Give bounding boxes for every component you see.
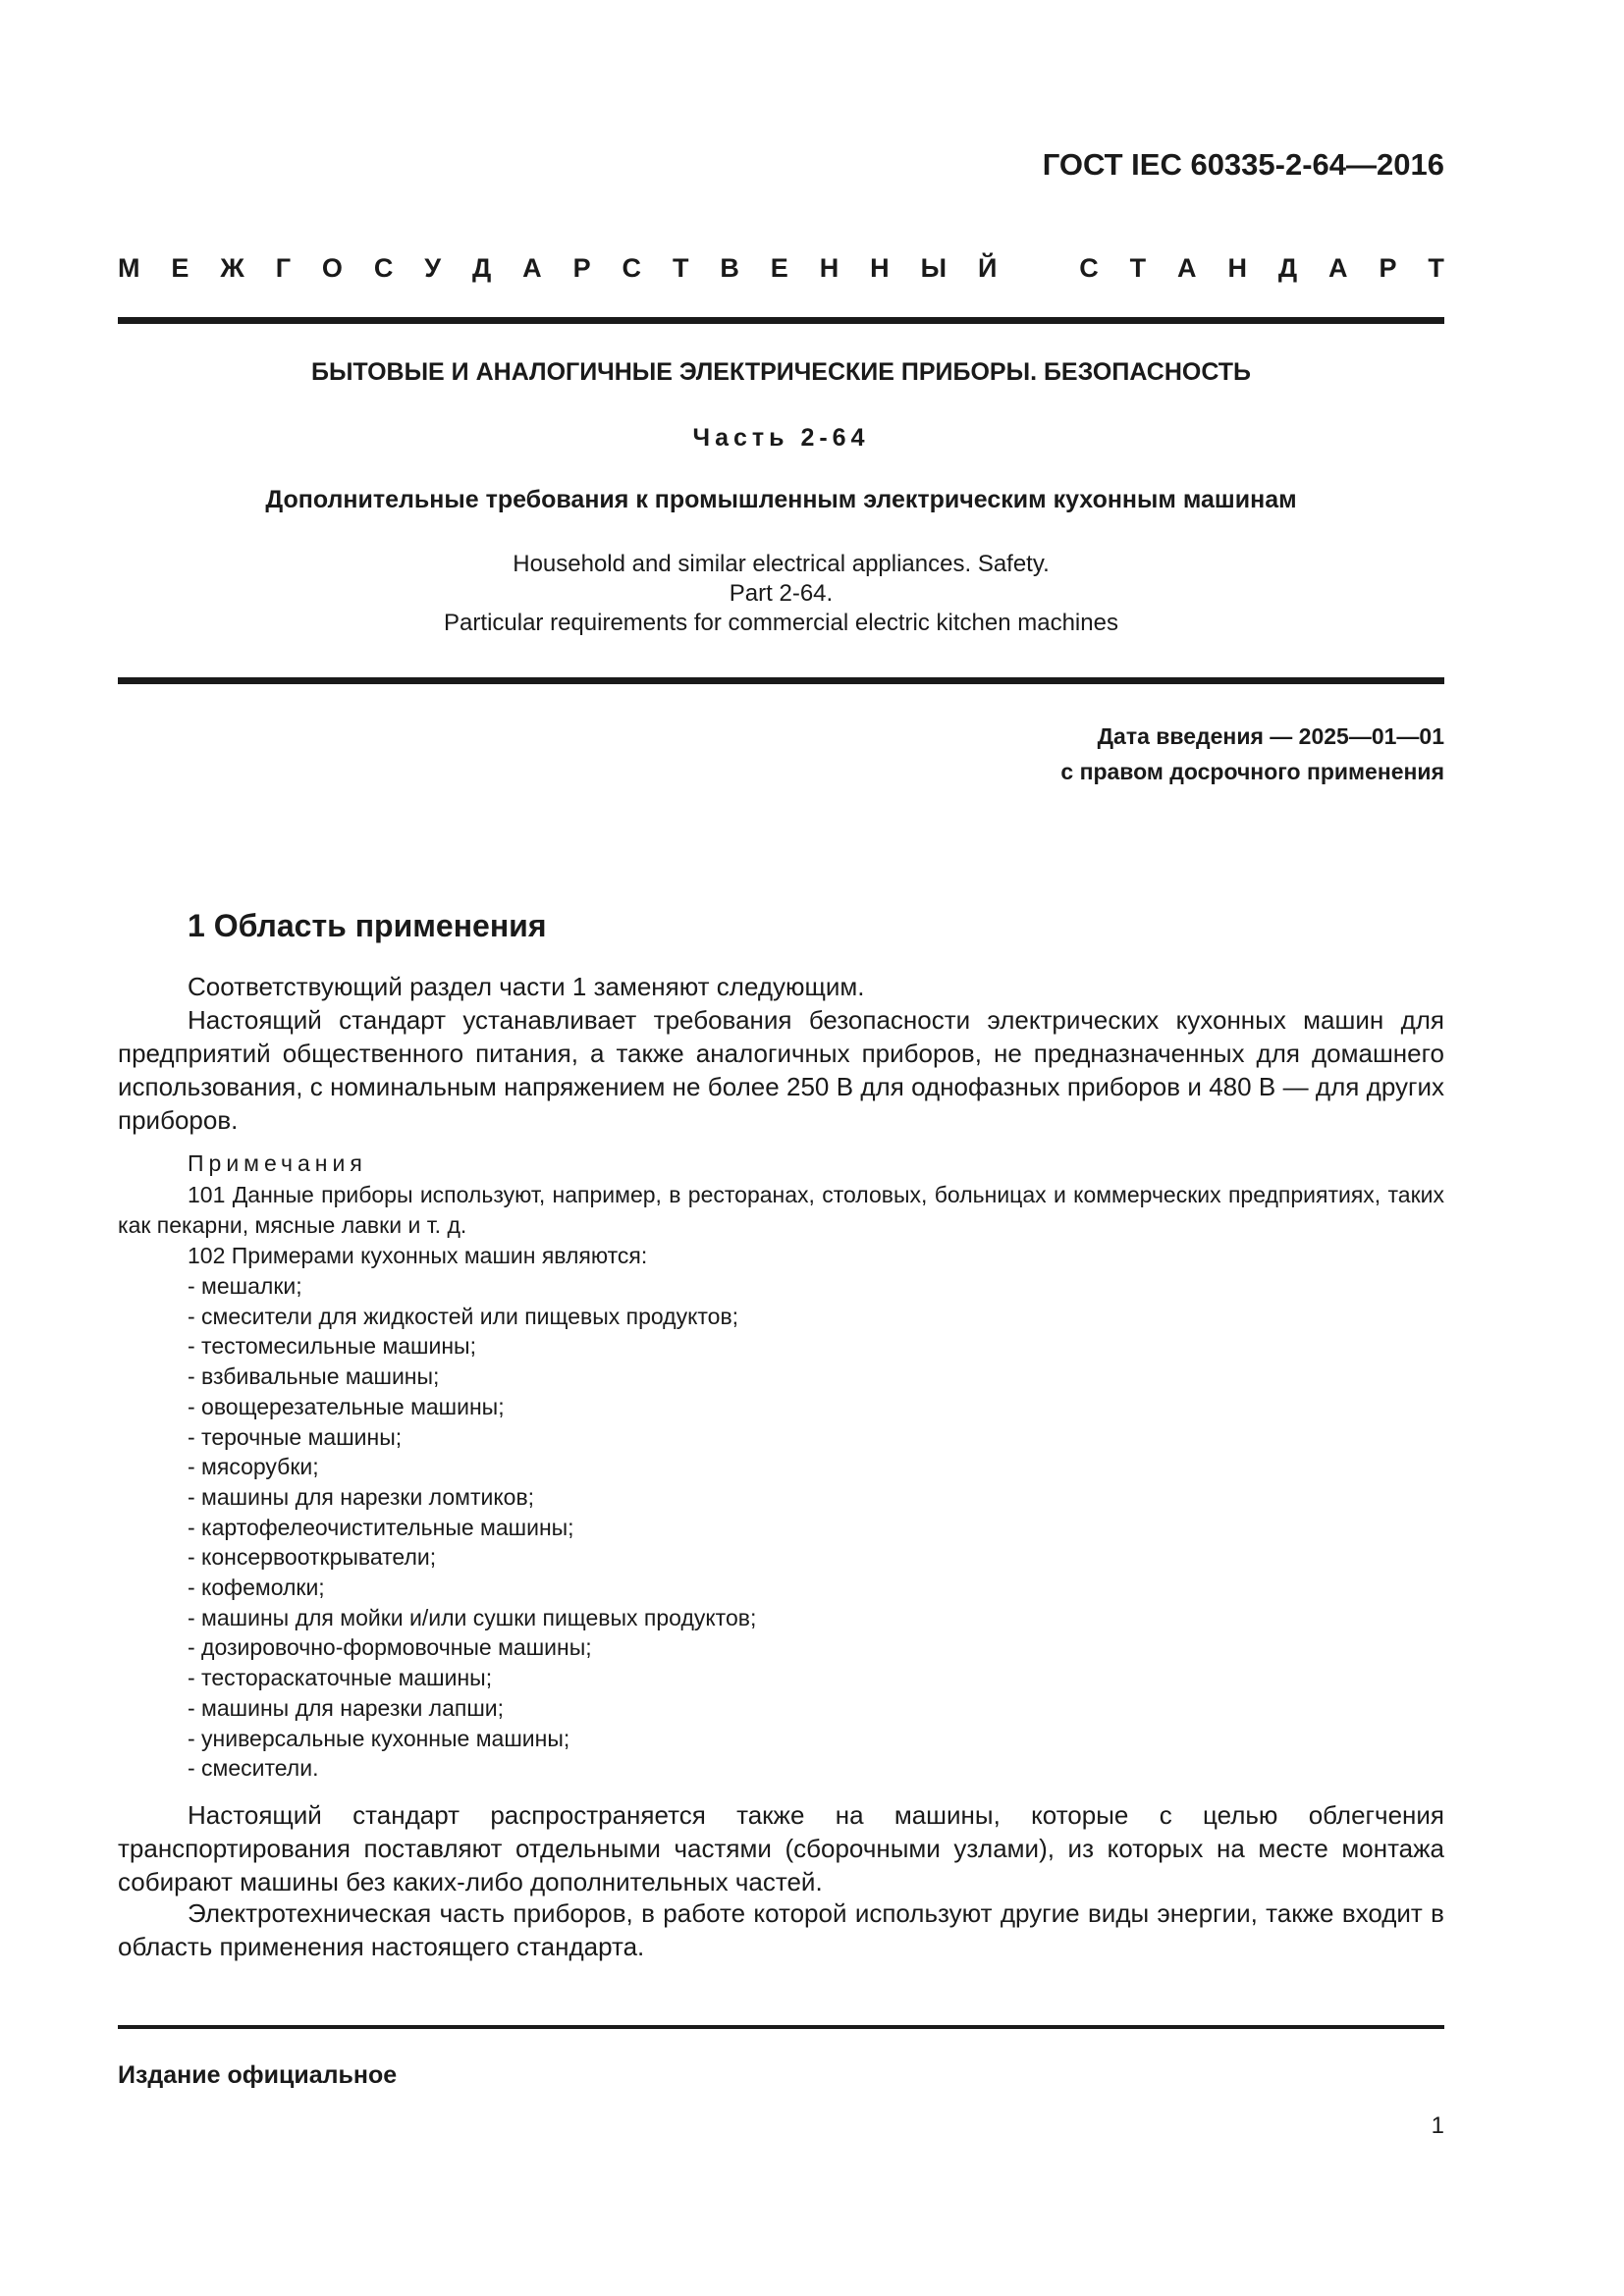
list-item: - картофелеочистительные машины; bbox=[188, 1514, 574, 1540]
paragraph-text: Настоящий стандарт устанавливает требования безопасности электрических кухонных машин для предприятий общественного питания, а также аналогичных приборов, не предназначенных для домашнего использования, с номинальным напряжением не более 250 В для однофазных приборов и 480 В — для других приборов. bbox=[118, 1005, 1444, 1135]
list-item: - взбивальные машины; bbox=[188, 1363, 440, 1390]
list-item: - смесители. bbox=[188, 1755, 319, 1782]
heading-letter: У bbox=[424, 253, 442, 283]
paragraph-text: Настоящий стандарт распространяется также на машины, которые с целью облегчения транспортирования поставляют отдельными частями (сборочными узлами), из которых на месте монтажа собирают машины без каких-либо дополнительных частей. bbox=[118, 1800, 1444, 1896]
list-item: - смесители для жидкостей или пищевых продуктов; bbox=[188, 1303, 739, 1329]
heading-letter: Ж bbox=[220, 253, 244, 283]
note-text: 102 Примерами кухонных машин являются: bbox=[188, 1243, 648, 1268]
english-title-line: Household and similar electrical appliances. Safety. bbox=[513, 551, 1050, 577]
heading-letter: Д bbox=[1277, 253, 1298, 283]
heading-letter: С bbox=[622, 253, 642, 283]
heading-letter: В bbox=[720, 253, 739, 283]
paragraph-text: Соответствующий раздел части 1 заменяют следующим. bbox=[188, 972, 865, 1001]
heading-letter: Т bbox=[1428, 253, 1444, 283]
part-label: Часть 2-64 bbox=[692, 424, 870, 452]
section-heading: 1 Область применения bbox=[188, 908, 547, 943]
list-item: - машины для нарезки ломтиков; bbox=[188, 1483, 535, 1510]
list-item: - тестомесильные машины; bbox=[188, 1333, 476, 1360]
document-number: ГОСТ IEC 60335-2-64—2016 bbox=[1042, 147, 1444, 182]
heading-letter: Т bbox=[672, 253, 689, 283]
note-101 bbox=[118, 1180, 1444, 1241]
english-title-line: Part 2-64. bbox=[729, 580, 834, 607]
heading-letter: Г bbox=[275, 253, 291, 283]
heading-letter: Р bbox=[572, 253, 591, 283]
list-item: - дозировочно-формовочные машины; bbox=[188, 1634, 592, 1661]
list-item: - машины для нарезки лапши; bbox=[188, 1694, 505, 1721]
standard-title: БЫТОВЫЕ И АНАЛОГИЧНЫЕ ЭЛЕКТРИЧЕСКИЕ ПРИБОРЫ. БЕЗОПАСНОСТЬ bbox=[310, 358, 1252, 386]
heading-word-gap bbox=[1028, 253, 1048, 284]
heading-letter: Ы bbox=[920, 253, 947, 283]
heading-letter: С bbox=[373, 253, 394, 283]
bottom-divider bbox=[118, 2025, 1444, 2029]
notes-heading: Примечания bbox=[188, 1150, 367, 1176]
heading-letter: А bbox=[522, 253, 542, 283]
list-item: - консервооткрыватели; bbox=[188, 1544, 437, 1571]
paragraph bbox=[118, 1798, 1444, 1898]
heading-letter: Й bbox=[977, 253, 998, 283]
early-application-note: с правом досрочного применения bbox=[1060, 759, 1444, 784]
note-102 bbox=[118, 1241, 1444, 1271]
list-item: - тестораскаточные машины; bbox=[188, 1665, 493, 1691]
paragraph bbox=[118, 1896, 1444, 1963]
list-item: - универсальные кухонные машины; bbox=[188, 1725, 570, 1751]
heading-letter: Е bbox=[171, 253, 189, 283]
list-item: - машины для мойки и/или сушки пищевых продуктов; bbox=[188, 1604, 757, 1630]
english-title-line: Particular requirements for commercial electric kitchen machines bbox=[444, 610, 1118, 636]
list-item: - овощерезательные машины; bbox=[188, 1393, 505, 1419]
heading-letter: Д bbox=[472, 253, 492, 283]
heading-letter: А bbox=[1177, 253, 1197, 283]
list-item: - мешалки; bbox=[188, 1273, 302, 1299]
note-text: 101 Данные приборы используют, например, в ресторанах, столовых, больницах и коммерческих предприятиях, таких как пекарни, мясные лавки и т. д. bbox=[118, 1182, 1444, 1238]
heading-letter: А bbox=[1328, 253, 1348, 283]
interstate-standard-heading bbox=[118, 253, 1444, 284]
introduction-date: Дата введения — 2025—01—01 bbox=[1097, 723, 1444, 749]
paragraph-text: Электротехническая часть приборов, в работе которой используют другие виды энергии, также входит в область применения настоящего стандарта. bbox=[118, 1898, 1444, 1961]
paragraph bbox=[118, 970, 1444, 1003]
standard-subtitle: Дополнительные требования к промышленным электрическим кухонным машинам bbox=[265, 486, 1297, 513]
heading-letter: Р bbox=[1379, 253, 1397, 283]
heading-letter: О bbox=[321, 253, 343, 283]
heading-letter: С bbox=[1079, 253, 1099, 283]
top-divider bbox=[118, 317, 1444, 324]
edition-label: Издание официальное bbox=[118, 2061, 398, 2089]
examples-list bbox=[188, 1271, 756, 1784]
heading-letter: Т bbox=[1129, 253, 1147, 283]
list-item: - терочные машины; bbox=[188, 1423, 403, 1450]
paragraph bbox=[118, 1003, 1444, 1137]
heading-letter: Н bbox=[1227, 253, 1247, 283]
heading-letter: М bbox=[118, 253, 140, 283]
page-number: 1 bbox=[1431, 2112, 1444, 2139]
list-item: - кофемолки; bbox=[188, 1575, 325, 1601]
heading-letter: Н bbox=[819, 253, 839, 283]
middle-divider bbox=[118, 677, 1444, 684]
heading-letter: Н bbox=[870, 253, 890, 283]
heading-letter: Е bbox=[770, 253, 788, 283]
list-item: - мясорубки; bbox=[188, 1454, 319, 1480]
